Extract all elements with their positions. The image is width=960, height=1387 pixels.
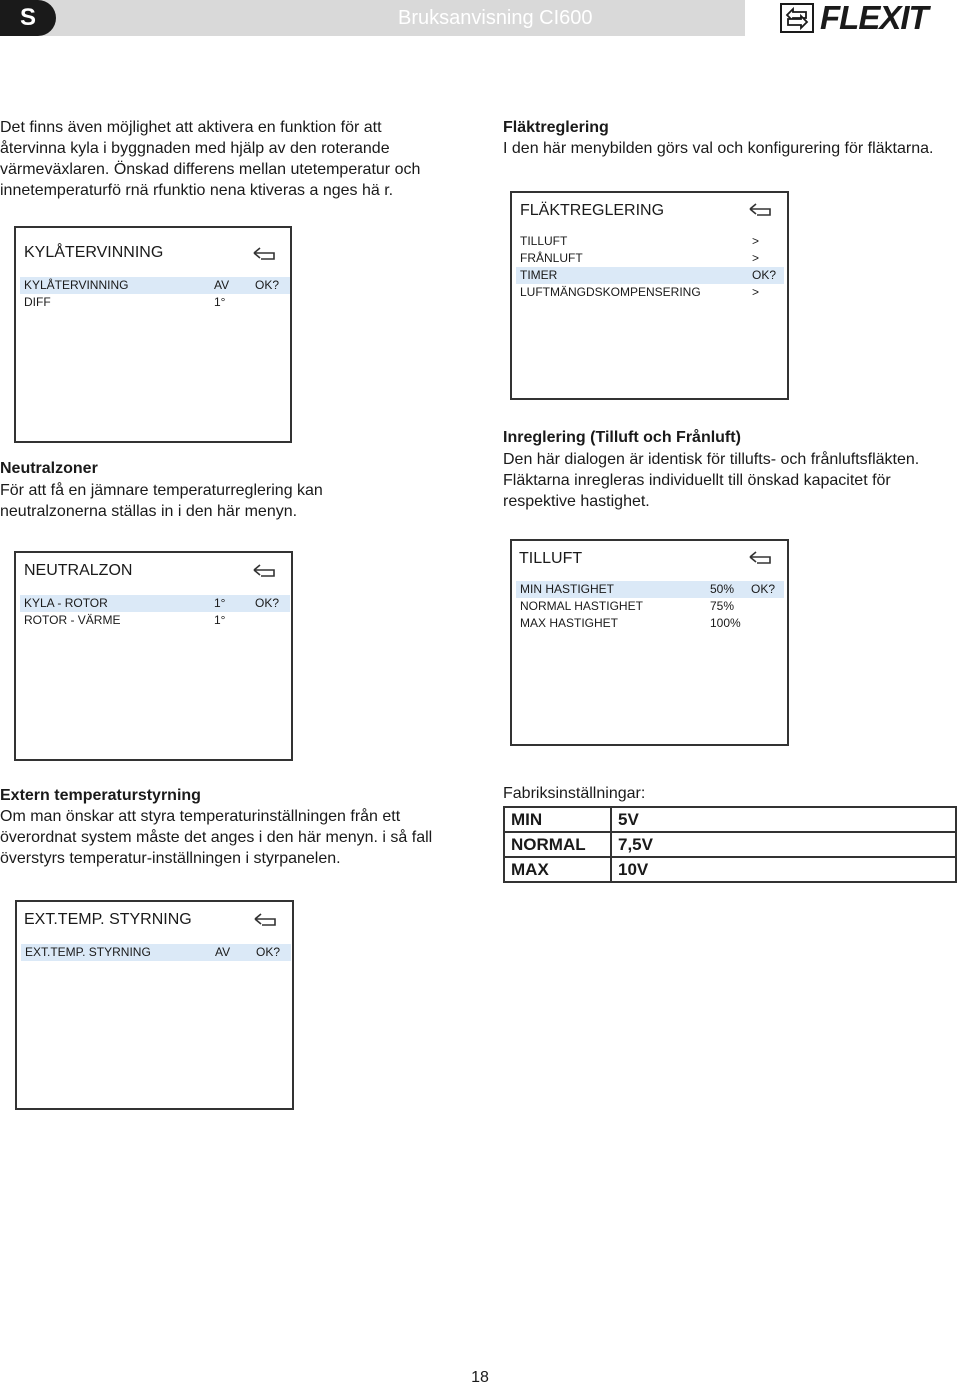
neutralzoner-heading: Neutralzoner xyxy=(0,460,98,477)
row-ok: OK? xyxy=(256,945,281,959)
fabriks-value: 5V xyxy=(611,807,956,832)
row-value: > xyxy=(752,234,760,248)
menu-row-max[interactable] xyxy=(516,615,784,632)
row-value: 100% xyxy=(710,616,741,630)
row-value: AV xyxy=(214,278,230,292)
menu-row-timer[interactable] xyxy=(516,267,784,284)
screen-title: EXT.TEMP. STYRNING xyxy=(24,911,192,928)
menu-row-franluft[interactable] xyxy=(516,250,784,267)
kylatervinning-screen xyxy=(14,226,292,443)
row-ok: OK? xyxy=(255,278,280,292)
row-value: 1° xyxy=(214,613,226,627)
row-label: KYLA - ROTOR xyxy=(24,596,108,610)
row-label: FRÅNLUFT xyxy=(520,251,583,265)
row-label: NORMAL HASTIGHET xyxy=(520,599,643,613)
menu-row-normal[interactable] xyxy=(516,598,784,615)
menu-row-tilluft[interactable] xyxy=(516,233,784,250)
row-label: TILLUFT xyxy=(520,234,568,248)
row-value: 50% xyxy=(710,582,735,596)
screen-title: FLÄKTREGLERING xyxy=(520,202,665,219)
fabriks-row xyxy=(504,807,956,832)
back-icon[interactable] xyxy=(748,202,772,218)
row-value: 1° xyxy=(214,596,226,610)
row-label: EXT.TEMP. STYRNING xyxy=(25,945,151,959)
menu-row-min[interactable] xyxy=(516,581,784,598)
language-badge: S xyxy=(0,0,56,36)
row-label: ROTOR - VÄRME xyxy=(24,613,121,627)
inreglering-text: Den här dialogen är identisk för tillufts- och frånluftsfläkten. Fläktarna inregleras individuellt till önskad kapacitet för respektive hastighet. xyxy=(503,451,920,510)
row-ok: OK? xyxy=(751,582,776,596)
screen-title: TILLUFT xyxy=(519,550,583,567)
flaktreglering-heading: Fläktreglering xyxy=(503,119,609,136)
fabriks-name: MAX xyxy=(504,857,611,882)
flaktreglering-screen xyxy=(510,191,789,400)
back-icon[interactable] xyxy=(252,563,276,579)
row-value: > xyxy=(752,285,760,299)
menu-row[interactable] xyxy=(20,612,290,629)
tilluft-screen xyxy=(510,539,789,746)
menu-row[interactable] xyxy=(20,277,290,294)
intro-paragraph: Det finns även möjlighet att aktivera en funktion för att återvinna kyla i byggnaden med hjälp av den roterande värmeväxlaren. Önskad differens mellan utetemperatur och innetemperaturfö rnä rfunktio nena ktiveras a nges hä r. xyxy=(0,119,421,199)
brand-name: FLEXIT xyxy=(820,0,928,36)
menu-row[interactable] xyxy=(20,294,290,311)
header-bar xyxy=(0,0,745,36)
row-label: LUFTMÄNGDSKOMPENSERING xyxy=(520,285,701,299)
fabriks-label: Fabriksinställningar: xyxy=(503,785,646,802)
document-title: Bruksanvisning CI600 xyxy=(398,7,593,29)
fabriks-value: 10V xyxy=(611,857,956,882)
row-label: DIFF xyxy=(24,295,51,309)
page-number: 18 xyxy=(471,1369,489,1386)
menu-row[interactable] xyxy=(21,944,291,961)
neutralzoner-text: För att få en jämnare temperaturreglering kan neutralzonerna ställas in i den här menyn. xyxy=(0,482,323,520)
ext-temp-screen xyxy=(15,900,294,1110)
row-ok: OK? xyxy=(255,596,280,610)
screen-title: NEUTRALZON xyxy=(24,562,133,579)
brand-logo xyxy=(780,2,956,34)
back-icon[interactable] xyxy=(748,550,772,566)
row-label: TIMER xyxy=(520,268,558,282)
menu-row-luftmangd[interactable] xyxy=(516,284,784,301)
row-value: AV xyxy=(215,945,231,959)
row-label: MIN HASTIGHET xyxy=(520,582,615,596)
extern-text: Om man önskar att styra temperaturinställningen från ett överordnat system måste det anges i den här menyn. i så fall överstyrs temperatur-inställningen i styrpanelen. xyxy=(0,808,433,867)
extern-heading: Extern temperaturstyrning xyxy=(0,787,201,804)
fabriks-row xyxy=(504,857,956,882)
fabriks-row xyxy=(504,832,956,857)
flaktreglering-text: I den här menybilden görs val och konfigurering för fläktarna. xyxy=(503,140,934,157)
neutralzon-screen xyxy=(14,551,293,761)
row-value: 1° xyxy=(214,295,226,309)
back-icon[interactable] xyxy=(253,912,277,928)
fabriks-name: NORMAL xyxy=(504,832,611,857)
row-value: 75% xyxy=(710,599,735,613)
back-icon[interactable] xyxy=(252,246,276,262)
fabriks-value: 7,5V xyxy=(611,832,956,857)
fabriks-name: MIN xyxy=(504,807,611,832)
menu-row[interactable] xyxy=(20,595,290,612)
row-value: OK? xyxy=(752,268,777,282)
inreglering-heading: Inreglering (Tilluft och Frånluft) xyxy=(503,429,741,446)
row-label: KYLÅTERVINNING xyxy=(24,278,129,292)
row-label: MAX HASTIGHET xyxy=(520,616,619,630)
fabriks-table xyxy=(503,806,957,883)
row-value: > xyxy=(752,251,760,265)
arrows-icon xyxy=(780,3,814,33)
screen-title: KYLÅTERVINNING xyxy=(24,244,164,261)
